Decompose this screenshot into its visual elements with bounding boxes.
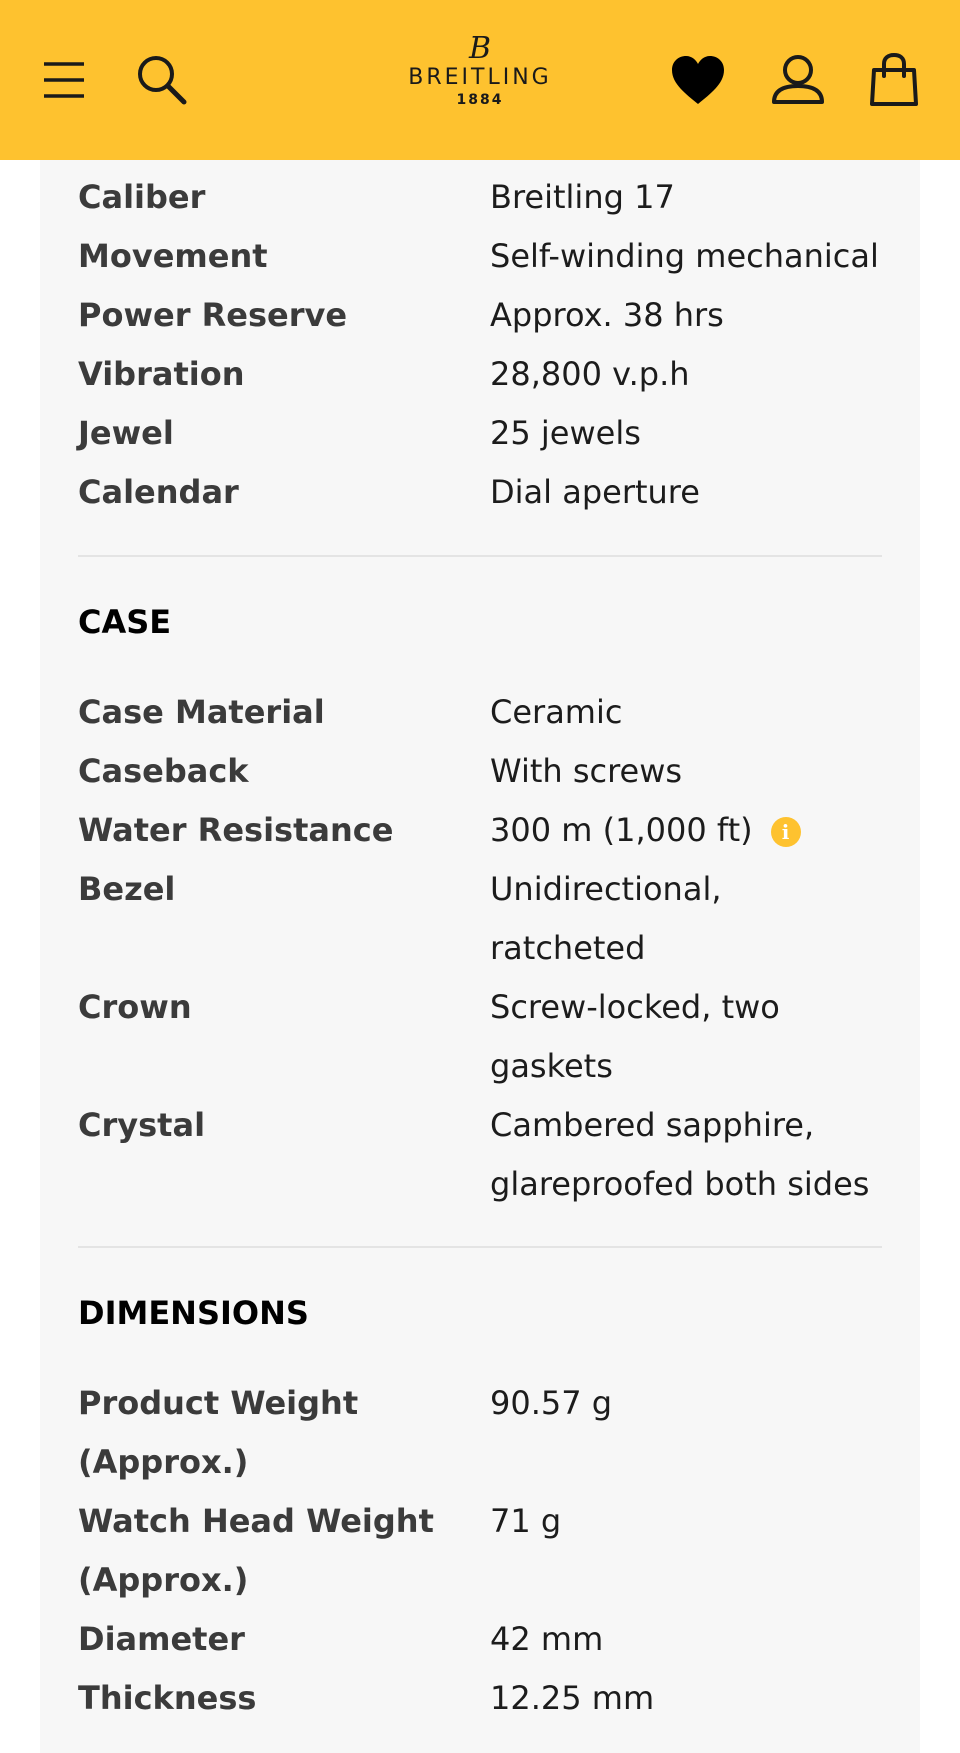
spec-value: 71 g <box>490 1502 562 1540</box>
spec-value: 12.25 mm <box>490 1679 655 1717</box>
spec-label: Case Material <box>78 693 325 731</box>
spec-row-calendar <box>78 463 882 522</box>
spec-value: Breitling 17 <box>490 178 675 216</box>
logo-brand-name: BREITLING <box>408 65 552 90</box>
spec-row-crown <box>78 978 882 1096</box>
spec-row-caliber <box>78 168 882 227</box>
spec-label-line: Watch Head Weight <box>78 1502 434 1540</box>
spec-row-water-resistance <box>78 801 882 860</box>
spec-value: 28,800 v.p.h <box>490 355 690 393</box>
top-header <box>0 0 960 160</box>
spec-value: With screws <box>490 752 683 790</box>
spec-value: 25 jewels <box>490 414 641 452</box>
spec-value-line: glareproofed both sides <box>490 1165 870 1203</box>
spec-label-line: (Approx.) <box>78 1443 249 1481</box>
menu-icon <box>36 52 92 108</box>
shopping-bag-icon <box>866 50 922 110</box>
section-divider <box>78 1246 882 1248</box>
spec-label: Thickness <box>78 1679 257 1717</box>
logo-year: 1884 <box>456 92 504 108</box>
account-button[interactable] <box>768 50 828 110</box>
spec-value-line: Screw-locked, two <box>490 988 780 1026</box>
spec-row-product-weight <box>78 1374 882 1492</box>
spec-row-movement <box>78 227 882 286</box>
wishlist-button[interactable] <box>668 52 728 108</box>
spec-row-caseback <box>78 742 882 801</box>
case-section-title: CASE <box>78 603 172 641</box>
spec-label <box>78 1492 490 1610</box>
spec-label: Crown <box>78 988 192 1026</box>
dimensions-section-title: DIMENSIONS <box>78 1294 309 1332</box>
spec-label: Bezel <box>78 870 176 908</box>
spec-value-line: Cambered sapphire, <box>490 1106 815 1144</box>
spec-label: Crystal <box>78 1106 206 1144</box>
spec-row-jewel <box>78 404 882 463</box>
spec-value-line: gaskets <box>490 1047 613 1085</box>
logo-mark: B <box>468 31 492 66</box>
spec-row-power-reserve <box>78 286 882 345</box>
spec-row-diameter <box>78 1610 882 1669</box>
menu-button[interactable] <box>36 52 92 108</box>
spec-label: Caseback <box>78 752 249 790</box>
spec-row-case-material <box>78 683 882 742</box>
specifications-content <box>78 160 882 1728</box>
spec-value: 90.57 g <box>490 1384 613 1422</box>
spec-value: 300 m (1,000 ft) <box>490 811 753 849</box>
spec-label: Jewel <box>78 414 174 452</box>
spec-value <box>490 1096 882 1214</box>
section-divider <box>78 555 882 557</box>
movement-spec-list <box>78 160 882 522</box>
spec-value-container <box>490 801 882 860</box>
spec-value: Self-winding mechanical <box>490 237 879 275</box>
spec-value: Approx. 38 hrs <box>490 296 724 334</box>
search-button[interactable] <box>132 50 192 110</box>
spec-label: Diameter <box>78 1620 245 1658</box>
user-icon <box>768 50 828 110</box>
spec-label: Power Reserve <box>78 296 348 334</box>
spec-row-bezel <box>78 860 882 978</box>
spec-label-line: (Approx.) <box>78 1561 249 1599</box>
case-spec-list <box>78 683 882 1214</box>
spec-row-vibration <box>78 345 882 404</box>
search-icon <box>132 50 192 110</box>
spec-label: Calendar <box>78 473 239 511</box>
cart-button[interactable] <box>866 50 922 110</box>
breitling-logo[interactable] <box>380 31 580 124</box>
spec-value <box>490 978 882 1096</box>
heart-icon <box>668 52 728 108</box>
spec-value-line: ratcheted <box>490 929 646 967</box>
spec-row-crystal <box>78 1096 882 1214</box>
info-icon[interactable]: i <box>771 817 801 847</box>
spec-label: Vibration <box>78 355 245 393</box>
spec-label <box>78 1374 490 1492</box>
spec-value-line: Unidirectional, <box>490 870 722 908</box>
spec-row-watch-head-weight <box>78 1492 882 1610</box>
spec-row-thickness <box>78 1669 882 1728</box>
spec-label: Movement <box>78 237 268 275</box>
spec-value: Ceramic <box>490 693 623 731</box>
spec-value: 42 mm <box>490 1620 604 1658</box>
spec-value <box>490 860 882 978</box>
spec-label-line: Product Weight <box>78 1384 359 1422</box>
dimensions-spec-list <box>78 1374 882 1728</box>
spec-label: Caliber <box>78 178 206 216</box>
spec-value: Dial aperture <box>490 473 700 511</box>
spec-label: Water Resistance <box>78 811 394 849</box>
